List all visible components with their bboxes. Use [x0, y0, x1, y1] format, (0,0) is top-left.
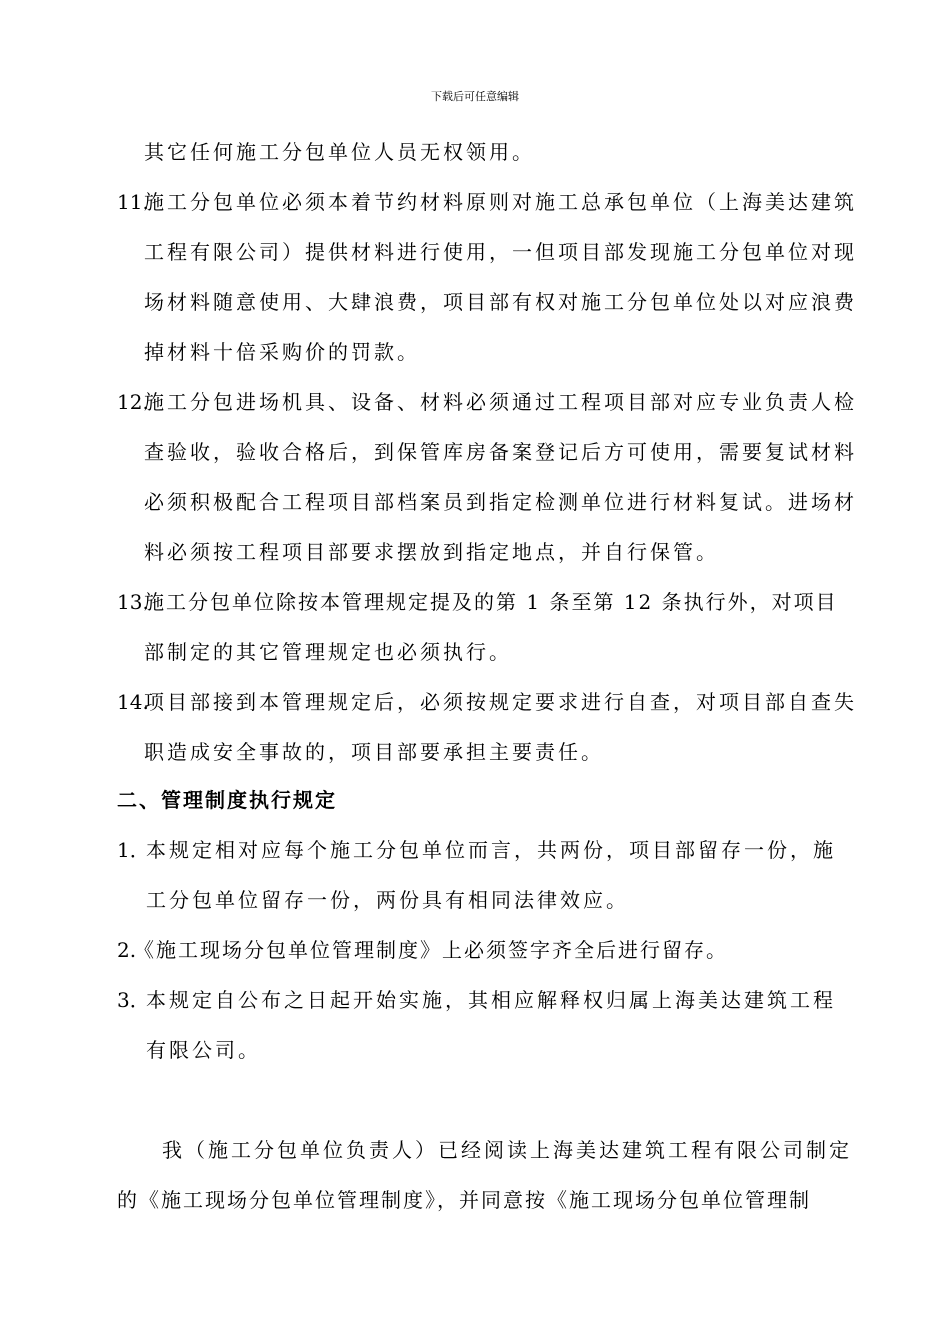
- closing-paragraph-line: 的《施工现场分包单位管理制度》，并同意按《施工现场分包单位管理制: [117, 1188, 811, 1212]
- paragraph-line: 工分包单位留存一份，两份具有相同法律效应。: [146, 888, 629, 912]
- paragraph-line: 查验收，验收合格后，到保管库房备案登记后方可使用，需要复试材料: [144, 440, 857, 464]
- paragraph-line: 必须积极配合工程项目部档案员到指定检测单位进行材料复试。进场材: [144, 490, 857, 514]
- list-number: 1．: [117, 838, 150, 862]
- list-number: 3．: [117, 988, 150, 1012]
- paragraph-line: 施工分包单位必须本着节约材料原则对施工总承包单位（上海美达建筑: [144, 190, 857, 214]
- paragraph-line: 部制定的其它管理规定也必须执行。: [144, 640, 512, 664]
- paragraph-line: 掉材料十倍采购价的罚款。: [144, 340, 420, 364]
- paragraph-line: 本规定相对应每个施工分包单位而言，共两份，项目部留存一份，施: [146, 838, 836, 862]
- section-heading: 二、管理制度执行规定: [117, 788, 337, 812]
- closing-paragraph-line: 我（施工分包单位负责人）已经阅读上海美达建筑工程有限公司制定: [162, 1138, 852, 1162]
- list-number: 12.: [117, 390, 149, 414]
- page-header: 下载后可任意编辑: [431, 90, 519, 103]
- paragraph-line: 料必须按工程项目部要求摆放到指定地点，并自行保管。: [144, 540, 719, 564]
- paragraph-line: 施工分包单位除按本管理规定提及的第 1 条至第 12 条执行外，对项目: [144, 590, 838, 614]
- paragraph-line: 场材料随意使用、大肆浪费，项目部有权对施工分包单位处以对应浪费: [144, 290, 857, 314]
- paragraph-line: 其它任何施工分包单位人员无权领用。: [144, 140, 535, 164]
- paragraph-line: 项目部接到本管理规定后，必须按规定要求进行自查，对项目部自查失: [144, 690, 857, 714]
- paragraph-line: 施工分包进场机具、设备、材料必须通过工程项目部对应专业负责人检: [144, 390, 857, 414]
- paragraph-line: 有限公司。: [146, 1038, 261, 1062]
- paragraph-line: 工程有限公司）提供材料进行使用，一但项目部发现施工分包单位对现: [144, 240, 857, 264]
- list-number: 2.: [117, 938, 137, 962]
- list-number: 13.: [117, 590, 149, 614]
- list-number: 11.: [117, 190, 149, 214]
- paragraph-line: 《施工现场分包单位管理制度》上必须签字齐全后进行留存。: [134, 938, 728, 962]
- list-number: 14.: [117, 690, 149, 714]
- paragraph-line: 职造成安全事故的，项目部要承担主要责任。: [144, 740, 604, 764]
- paragraph-line: 本规定自公布之日起开始实施，其相应解释权归属上海美达建筑工程: [146, 988, 836, 1012]
